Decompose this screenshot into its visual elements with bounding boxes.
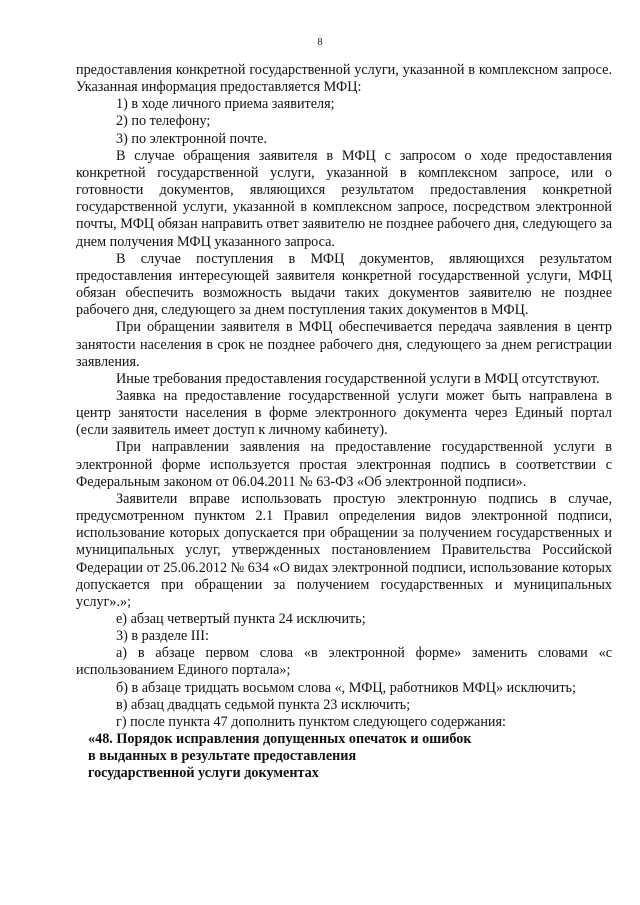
document-body (76, 62, 612, 783)
list-item-phone: 2) по телефону; (116, 113, 211, 130)
list-item-email: 3) по электронной почте. (116, 130, 267, 147)
paragraph-other-requirements: Иные требования предоставления государственной услуги в МФЦ отсутствуют. (116, 370, 600, 387)
paragraph-simple-signature: Заявители вправе использовать простую электронную подпись в случае, предусмотренном пунктом 2.1 Правил определения видов электронной подписи, использование которых допускается при обращении за получением государственных и муниципальных услуг, утвержденных постановлением Правительства Российской Федерации от 25.06.2012 № 634 «О видах электронной подписи, использование которых допускается при обращении за получением государственных и муниципальных услуг».»; (76, 490, 612, 610)
amendment-a: а) в абзаце первом слова «в электронной форме» заменить словами «с использованием Единого портала»; (76, 645, 612, 679)
section-heading-line-1: «48. Порядок исправления допущенных опечаток и ошибок (88, 731, 472, 748)
list-item-in-person: 1) в ходе личного приема заявителя; (116, 96, 335, 113)
paragraph-continuation: предоставления конкретной государственной услуги, указанной в комплексном запросе. Указанная информация предоставляется МФЦ: (76, 62, 612, 96)
section-heading-line-3: государственной услуги документах (88, 765, 319, 782)
amendment-v: в) абзац двадцать седьмой пункта 23 исключить; (116, 696, 411, 713)
section-heading (76, 731, 612, 782)
amendment-g: г) после пункта 47 дополнить пунктом следующего содержания: (116, 713, 506, 730)
paragraph-electronic-application: Заявка на предоставление государственной услуги может быть направлена в центр занятости населения в форме электронного документа через Единый портал (если заявитель имеет доступ к личному кабинету). (76, 387, 612, 439)
paragraph-electronic-signature: При направлении заявления на предоставление государственной услуги в электронной форме используется простая электронная подпись в соответствии с Федеральным законом от 06.04.2011 № 63-ФЗ «Об электронной подписи». (76, 439, 612, 490)
paragraph-request-status: В случае обращения заявителя в МФЦ с запросом о ходе предоставления конкретной государственной услуги, указанной в комплексном запросе, или о готовности документов, являющихся результатом предоставления конкретной государственной услуги, указанной в комплексном запросе, посредством электронной почты, МФЦ обязан направить ответ заявителю не позднее рабочего дня, следующего за днем получения МФЦ указанного запроса. (76, 147, 612, 250)
section-heading-line-2: в выданных в результате предоставления (88, 748, 357, 765)
amendment-e: е) абзац четвертый пункта 24 исключить; (116, 611, 366, 627)
paragraph-documents-received: В случае поступления в МФЦ документов, являющихся результатом предоставления интересующей заявителя конкретной государственной услуги, МФЦ обязан обеспечить возможность выдачи таких документов заявителю не позднее рабочего дня, следующего за днем поступления таких документов в МФЦ. (76, 250, 612, 319)
paragraph-application-transfer: При обращении заявителя в МФЦ обеспечивается передача заявления в центр занятости населения в срок не позднее рабочего дня, следующего за днем регистрации заявления. (76, 319, 612, 370)
page-number: 8 (317, 37, 323, 48)
amendment-section-3: 3) в разделе III: (116, 628, 209, 645)
amendment-b: б) в абзаце тридцать восьмом слова «, МФЦ, работников МФЦ» исключить; (116, 679, 576, 696)
